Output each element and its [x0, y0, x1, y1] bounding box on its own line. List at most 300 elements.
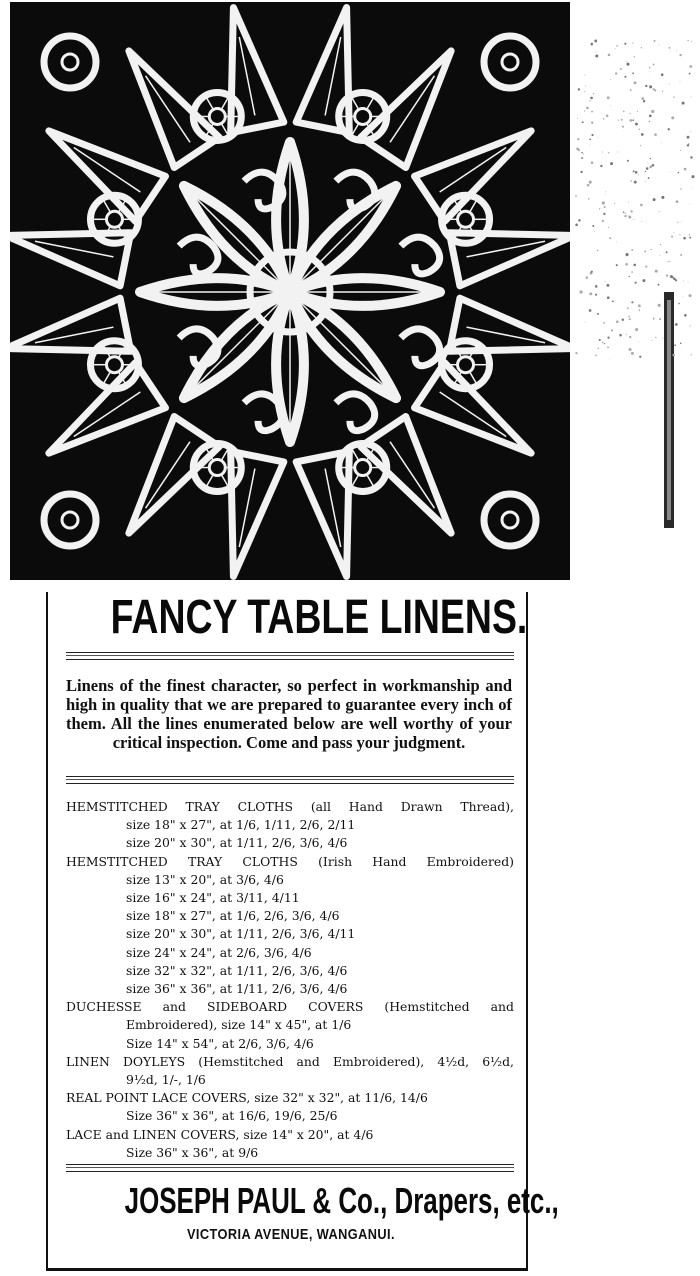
speckle-dot	[617, 152, 618, 153]
list-item-word: 6½d,	[482, 1053, 514, 1069]
speckle-dot	[659, 44, 660, 45]
speckle-dot	[608, 54, 611, 57]
list-item-size: size 18" x 27", at 1/6, 1/11, 2/6, 2/11	[126, 817, 356, 833]
lace-doily-illustration	[10, 2, 570, 580]
lace-motif	[206, 97, 213, 109]
lace-motif	[106, 211, 122, 227]
lace-motif	[401, 329, 440, 366]
speckle-dot	[671, 236, 673, 238]
speckle-dot	[628, 316, 630, 318]
speckle-dot	[680, 188, 682, 190]
speckle-dot	[653, 64, 655, 66]
speckle-dot	[611, 329, 613, 331]
speckle-dot	[602, 201, 605, 204]
speckle-dot	[591, 134, 593, 136]
list-item-heading	[66, 998, 514, 1016]
intro-paragraph: Linens of the finest character, so perfect in workmanship and high in quality that we are prepared to guarantee every inch of them. All the lines enumerated below are well worthy of your critical inspection. Come and pass your judgment.	[66, 676, 512, 752]
speckle-dot	[602, 152, 603, 153]
speckle-dot	[627, 307, 629, 309]
speckle-dot	[578, 148, 579, 149]
list-item: REAL POINT LACE COVERS, size 32" x 32", at 11/6, 14/6	[66, 1090, 428, 1106]
speckle-dot	[684, 314, 687, 317]
speckle-dot	[624, 43, 626, 45]
speckle-dot	[674, 232, 675, 233]
speckle-dot	[691, 96, 692, 97]
speckle-dot	[681, 221, 682, 222]
speckle-dot	[611, 105, 612, 106]
speckle-dot	[597, 250, 598, 251]
speckle-dot	[632, 72, 634, 74]
speckle-dot	[575, 224, 578, 227]
speckle-dot	[650, 158, 651, 159]
list-item-word: (Hemstitched	[198, 1053, 284, 1069]
speckle-dot	[690, 156, 692, 158]
speckle-dot	[595, 55, 598, 58]
speckle-dot	[683, 281, 684, 282]
speckle-dot	[581, 152, 583, 154]
speckle-dot	[626, 61, 627, 62]
speckle-dot	[634, 56, 635, 57]
list-item-word: and	[162, 999, 186, 1015]
lace-motif	[458, 211, 474, 227]
speckle-dot	[630, 113, 631, 114]
speckle-dot	[628, 216, 629, 217]
speckle-dot	[635, 282, 637, 284]
speckle-dot	[649, 115, 652, 118]
speckle-dot	[644, 251, 646, 253]
lace-motif	[484, 494, 536, 546]
speckle-dot	[635, 123, 638, 126]
speckle-dot	[649, 85, 650, 86]
speckle-dot	[634, 81, 637, 84]
list-item-word: and	[490, 999, 514, 1015]
speckle-dot	[595, 355, 597, 357]
speckle-dot	[649, 67, 651, 69]
speckle-dot	[603, 322, 605, 324]
lace-motif	[336, 394, 375, 431]
list-item-size: size 32" x 32", at 1/11, 2/6, 3/6, 4/6	[126, 962, 348, 978]
lace-motif	[470, 200, 477, 212]
speckle-dot	[651, 249, 652, 250]
price-list	[66, 798, 514, 1162]
speckle-dot	[670, 275, 673, 278]
speckle-dot	[594, 231, 595, 232]
speckle-dot	[670, 171, 671, 172]
divider-rule	[66, 652, 514, 660]
speckle-dot	[629, 318, 631, 320]
speckle-dot	[623, 131, 624, 132]
list-item-word: (all	[310, 799, 331, 814]
speckle-dot	[616, 320, 619, 323]
speckle-dot	[651, 110, 654, 113]
lace-motif	[129, 416, 219, 533]
divider-rule	[66, 776, 514, 784]
speckle-dot	[675, 323, 678, 326]
speckle-dot	[630, 89, 632, 91]
list-item-size: size 18" x 27", at 1/6, 2/6, 3/6, 4/6	[126, 908, 340, 924]
list-item-word: Thread),	[460, 799, 514, 814]
speckle-dot	[620, 68, 622, 70]
lace-motif	[44, 494, 96, 546]
lace-motif	[221, 97, 228, 109]
speckle-dot	[578, 88, 580, 90]
speckle-dot	[640, 204, 643, 207]
speckle-dot	[645, 181, 646, 182]
speckle-dot	[638, 341, 639, 342]
speckle-dot	[616, 45, 617, 46]
list-item-size: 9½d, 1/-, 1/6	[126, 1072, 206, 1088]
speckle-dot	[637, 111, 638, 112]
speckle-dot	[691, 188, 692, 189]
speckle-dot	[653, 318, 654, 319]
list-item-word: (Irish	[318, 853, 353, 869]
list-item-word: DOYLEYS	[122, 1053, 186, 1069]
speckle-dot	[614, 203, 615, 204]
speckle-dot	[595, 52, 596, 53]
speckle-dot	[641, 133, 644, 136]
speckle-dot	[659, 318, 661, 320]
speckle-dot	[652, 340, 653, 341]
speckle-dot	[629, 276, 630, 277]
speckle-dot	[635, 328, 638, 331]
speckle-dot	[619, 334, 622, 337]
speckle-dot	[639, 356, 641, 358]
lace-motif	[352, 474, 359, 486]
lace-motif	[361, 416, 451, 533]
speckle-dot	[577, 118, 578, 119]
speckle-dot	[583, 153, 584, 154]
speckle-dot	[591, 111, 593, 113]
speckle-dot	[610, 359, 611, 360]
speckle-dot	[586, 107, 589, 110]
speckle-dot	[580, 171, 582, 173]
speckle-dot	[658, 304, 661, 307]
list-item-word: HEMSTITCHED	[66, 799, 168, 814]
speckle-dot	[585, 276, 588, 279]
speckle-dot	[589, 139, 591, 141]
lace-motif	[221, 474, 228, 486]
lace-motif	[336, 172, 375, 209]
speckle-dot	[605, 281, 606, 282]
list-item-word: CLOTHS	[237, 799, 294, 814]
speckle-dot	[607, 296, 610, 299]
lace-motif	[352, 448, 359, 460]
speckle-dot	[623, 211, 625, 213]
list-item-size: size 16" x 24", at 3/11, 4/11	[126, 890, 300, 906]
speckle-dot	[652, 164, 655, 167]
lace-motif	[209, 460, 225, 476]
speckle-dot	[682, 102, 685, 105]
speckle-dot	[641, 221, 642, 222]
speckle-dot	[622, 319, 624, 321]
speckle-dot	[598, 348, 599, 349]
speckle-dot	[649, 85, 652, 88]
speckle-dot	[591, 161, 594, 164]
lace-motif	[221, 123, 228, 135]
speckle-dot	[597, 313, 599, 315]
speckle-dot	[589, 181, 592, 184]
speckle-dot	[676, 200, 679, 203]
speckle-dot	[581, 157, 583, 159]
speckle-dot	[680, 81, 681, 82]
speckle-dot	[649, 121, 651, 123]
speckle-dot	[691, 41, 692, 42]
speckle-dot	[689, 237, 691, 239]
lace-motif	[103, 200, 110, 212]
lace-motif	[470, 372, 477, 384]
speckle-dot	[654, 40, 656, 42]
speckle-dot	[653, 42, 654, 43]
speckle-dot	[662, 91, 663, 92]
speckle-dot	[687, 136, 690, 139]
speckle-dot	[591, 271, 593, 273]
lace-motif	[129, 51, 219, 168]
speckle-dot	[634, 181, 637, 184]
list-item-size: size 13" x 20", at 3/6, 4/6	[126, 871, 284, 887]
speckle-dot	[625, 213, 626, 214]
speckle-dot	[615, 72, 617, 74]
speckle-dot	[679, 54, 681, 56]
speckle-dot	[631, 180, 633, 182]
speckle-dot	[575, 352, 577, 354]
speckle-dot	[606, 284, 609, 287]
speckle-dot	[599, 339, 601, 341]
lace-motif	[44, 36, 96, 88]
speckle-dot	[585, 322, 586, 323]
speckle-dot	[689, 234, 690, 235]
speckle-dot	[607, 337, 609, 339]
speckle-dot	[604, 343, 605, 344]
speckle-dot	[669, 261, 670, 262]
speckle-dot	[662, 338, 663, 339]
lace-motif	[458, 357, 474, 373]
speckle-dot	[616, 241, 617, 242]
speckle-dot	[687, 144, 689, 146]
speckle-dot	[584, 91, 585, 92]
divider-rule	[66, 1164, 514, 1172]
speckle-dot	[672, 354, 675, 357]
speckle-dot	[624, 76, 626, 78]
list-item-size: Size 36" x 36", at 16/6, 19/6, 25/6	[126, 1108, 338, 1124]
speckle-dot	[655, 270, 658, 273]
speckle-dot	[629, 336, 631, 338]
list-item-heading	[66, 853, 514, 871]
speckle-dot	[677, 222, 678, 223]
speckle-dot	[645, 171, 646, 172]
lace-motif	[484, 36, 536, 88]
lace-motif	[179, 237, 218, 274]
speckle-dot	[575, 195, 577, 197]
speckle-dot	[659, 255, 660, 256]
speckle-dot	[669, 83, 670, 84]
speckle-dot	[641, 47, 642, 48]
list-item-size: size 20" x 30", at 1/11, 2/6, 3/6, 4/11	[126, 926, 356, 942]
speckle-dot	[661, 196, 664, 199]
speckle-dot	[612, 301, 614, 303]
speckle-dot	[587, 184, 590, 187]
speckle-dot	[649, 71, 650, 72]
speckle-dot	[592, 225, 594, 227]
speckle-dot	[577, 138, 579, 140]
speckle-dot	[623, 111, 625, 113]
speckle-dot	[629, 348, 632, 351]
lace-motif	[221, 448, 228, 460]
list-item-word: SIDEBOARD	[206, 999, 288, 1015]
speckle-dot	[631, 301, 633, 303]
speckle-dot	[648, 177, 650, 179]
speckle-dot	[584, 75, 585, 76]
speckle-dot	[691, 354, 692, 355]
list-item-word: LINEN	[66, 1053, 110, 1069]
speckle-dot	[610, 79, 611, 80]
speckle-dot	[603, 118, 605, 120]
list-item-word: Hand	[372, 853, 407, 869]
list-item-heading	[66, 1053, 514, 1071]
speckle-dot	[653, 88, 655, 90]
speckle-dot	[582, 121, 584, 123]
speckle-dot	[645, 265, 647, 267]
store-address: VICTORIA AVENUE, WANGANUI.	[187, 1226, 395, 1243]
speckle-dot	[584, 110, 585, 111]
list-item-word: (Hemstitched	[384, 999, 470, 1015]
speckle-dot	[661, 73, 664, 76]
speckle-dot	[624, 215, 626, 217]
speckle-dot	[653, 198, 656, 201]
speckle-dot	[627, 160, 629, 162]
speckle-dot	[655, 337, 656, 338]
speckle-dot	[658, 284, 660, 286]
speckle-dot	[635, 171, 638, 174]
speckle-dot	[648, 163, 649, 164]
speckle-dot	[607, 347, 609, 349]
lace-motif	[401, 237, 440, 274]
speckle-dot	[589, 309, 592, 312]
list-item-word: TRAY	[185, 799, 220, 814]
speckle-dot	[621, 119, 622, 120]
list-item-size: Embroidered), size 14" x 45", at 1/6	[126, 1017, 352, 1033]
speckle-dot	[608, 152, 609, 153]
speckle-dot	[580, 290, 583, 293]
speckle-dot	[676, 50, 677, 51]
speckle-dot	[625, 253, 628, 256]
print-speckle	[572, 0, 700, 600]
speckle-dot	[607, 346, 608, 347]
speckle-dot	[616, 264, 618, 266]
list-item-word: CLOTHS	[242, 853, 298, 869]
speckle-dot	[626, 334, 627, 335]
speckle-dot	[645, 85, 647, 87]
speckle-dot	[684, 168, 687, 171]
lace-motif	[367, 474, 374, 486]
speckle-dot	[680, 150, 681, 151]
speckle-dot	[679, 234, 680, 235]
list-item-word: 4½d,	[437, 1053, 470, 1069]
list-item-size: Size 36" x 36", at 9/6	[126, 1144, 259, 1160]
speckle-dot	[689, 65, 692, 68]
speckle-dot	[609, 237, 611, 239]
speckle-dot	[683, 296, 684, 297]
list-item-word: TRAY	[187, 853, 223, 869]
headline: FANCY TABLE LINENS.	[110, 591, 528, 644]
speckle-dot	[632, 42, 633, 43]
list-item-word: Hand	[348, 799, 383, 814]
lace-motif	[209, 108, 225, 124]
speckle-dot	[602, 220, 604, 222]
speckle-dot	[660, 244, 661, 245]
speckle-dot	[593, 93, 594, 94]
list-item-word: HEMSTITCHED	[66, 853, 168, 869]
speckle-dot	[691, 175, 694, 178]
list-item-word: DUCHESSE	[66, 999, 142, 1015]
speckle-dot	[666, 274, 668, 276]
speckle-dot	[605, 191, 606, 192]
speckle-dot	[649, 165, 652, 168]
speckle-dot	[654, 133, 657, 136]
speckle-dot	[605, 194, 606, 195]
speckle-dot	[604, 206, 606, 208]
speckle-dot	[631, 249, 633, 251]
lace-motif	[62, 54, 78, 70]
speckle-dot	[680, 343, 682, 345]
speckle-dot	[653, 319, 654, 320]
list-item-size: size 24" x 24", at 2/6, 3/6, 4/6	[126, 944, 312, 960]
speckle-dot	[639, 129, 641, 131]
speckle-dot	[589, 145, 590, 146]
speckle-dot	[578, 219, 580, 221]
speckle-dot	[666, 251, 668, 253]
speckle-dot	[688, 294, 691, 297]
list-item-word: Embroidered)	[426, 853, 514, 869]
speckle-dot	[673, 278, 675, 280]
lace-motif	[367, 97, 374, 109]
speckle-dot	[618, 120, 619, 121]
speckle-dot	[588, 198, 590, 200]
speckle-dot	[690, 325, 691, 326]
speckle-dot	[589, 100, 590, 101]
speckle-dot	[639, 309, 640, 310]
speckle-dot	[674, 344, 676, 346]
speckle-dot	[680, 254, 682, 256]
speckle-dot	[659, 211, 660, 212]
speckle-dot	[633, 264, 636, 267]
speckle-dot	[671, 116, 674, 119]
store-name: JOSEPH PAUL & Co., Drapers, etc.,	[124, 1180, 559, 1221]
speckle-dot	[599, 208, 600, 209]
speckle-dot	[595, 294, 597, 296]
speckle-dot	[689, 204, 690, 205]
speckle-dot	[608, 227, 609, 228]
speckle-dot	[678, 172, 680, 174]
list-item-heading	[66, 798, 514, 816]
speckle-dot	[640, 145, 641, 146]
lace-motif	[106, 357, 122, 373]
speckle-dot	[638, 174, 639, 175]
list-item-word: COVERS	[308, 999, 364, 1015]
speckle-dot	[595, 285, 598, 288]
speckle-dot	[633, 170, 635, 172]
list-item-size: size 36" x 36", at 1/11, 2/6, 3/6, 4/6	[126, 981, 348, 997]
list-item-size: size 20" x 30", at 1/11, 2/6, 3/6, 4/6	[126, 835, 348, 851]
speckle-dot	[641, 97, 644, 100]
speckle-dot	[600, 165, 602, 167]
lace-motif	[502, 54, 518, 70]
list-item-word: Embroidered),	[332, 1053, 425, 1069]
list-item-word: Drawn	[400, 799, 443, 814]
speckle-dot	[606, 114, 609, 117]
speckle-dot	[591, 121, 593, 123]
speckle-dot	[683, 237, 686, 240]
speckle-dot	[638, 304, 641, 307]
